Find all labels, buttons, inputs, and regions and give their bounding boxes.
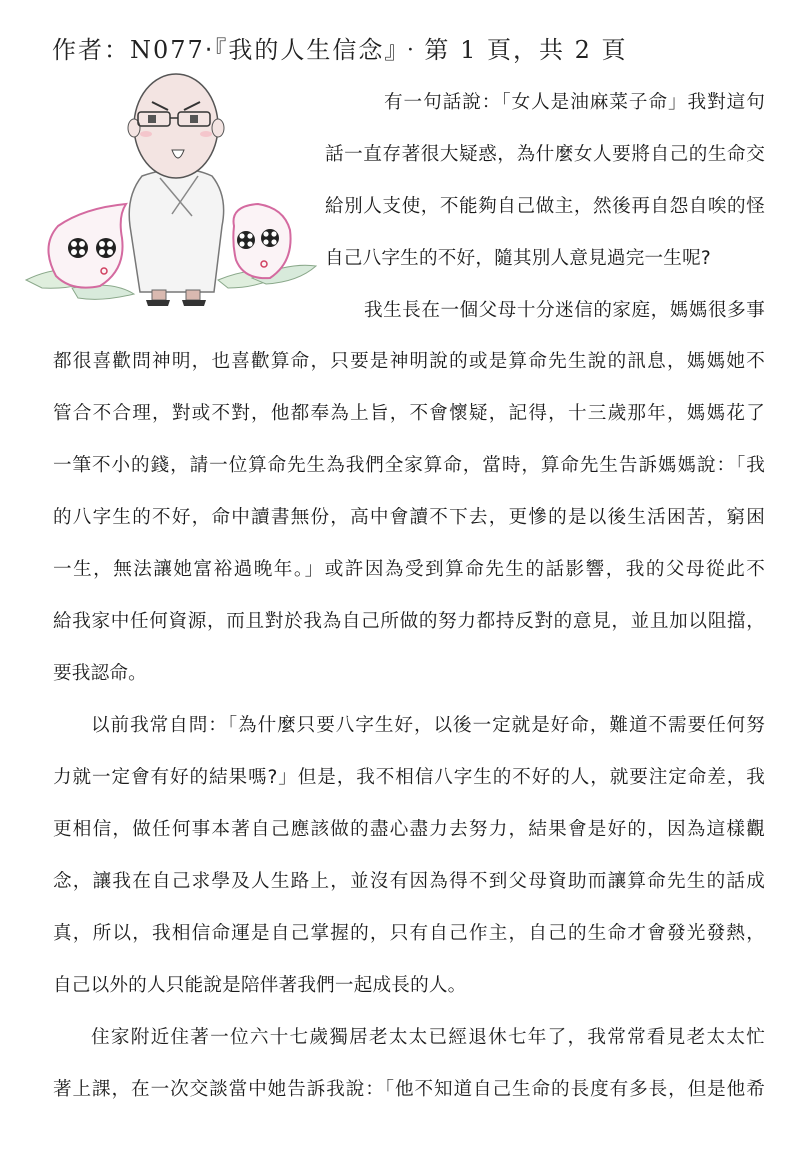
paragraph-line: 自己以外的人只能說是陪伴著我們一起成長的人。 <box>53 975 467 996</box>
paragraph-line: 著上課，在一次交談當中她告訴我說：「他不知道自己生命的長度有多長，但是他希 <box>53 1079 765 1100</box>
paragraph-line: 有一句話說：「女人是油麻菜子命」我對這句 <box>384 92 765 113</box>
paragraph-line: 念，讓我在自己求學及人生路上，並沒有因為得不到父母資助而讓算命先生的話成 <box>53 871 765 892</box>
paragraph-line: 要我認命。 <box>53 663 147 684</box>
paragraph-line: 給別人支使，不能夠自己做主，然後再自怨自唉的怪 <box>325 196 765 217</box>
paragraph-line: 一生，無法讓她富裕過晚年。」或許因為受到算命先生的話影響，我的父母從此不 <box>53 559 765 580</box>
paragraph-line: 更相信，做任何事本著自己應該做的盡心盡力去努力，結果會是好的，因為這樣觀 <box>53 819 765 840</box>
document-header-title: 作者：N077‧『我的人生信念』‧第 1 頁，共 2 頁 <box>52 36 628 64</box>
paragraph-line: 都很喜歡問神明，也喜歡算命，只要是神明說的或是算命先生說的訊息，媽媽她不 <box>53 351 765 372</box>
paragraph-line: 的八字生的不好，命中讀書無份，高中會讀不下去，更慘的是以後生活困苦，窮困 <box>53 507 765 528</box>
paragraph-line: 真，所以，我相信命運是自己掌握的，只有自己作主，自己的生命才會發光發熱， <box>53 923 765 944</box>
paragraph-line: 我生長在一個父母十分迷信的家庭，媽媽很多事 <box>364 300 765 321</box>
paragraph-line: 以前我常自問：「為什麼只要八字生好，以後一定就是好命，難道不需要任何努 <box>91 715 765 736</box>
paragraph-line: 管合不合理，對或不對，他都奉為上旨，不會懷疑，記得，十三歲那年，媽媽花了 <box>53 403 765 424</box>
drop-creature-right-icon <box>233 204 290 278</box>
paragraph-line: 住家附近住著一位六十七歲獨居老太太已經退休七年了，我常常看見老太太忙 <box>91 1027 765 1048</box>
monk-illustration <box>22 66 322 310</box>
paragraph-line: 給我家中任何資源，而且對於我為自己所做的努力都持反對的意見，並且加以阻擋， <box>53 611 765 632</box>
paragraph-line: 自己八字生的不好，隨其別人意見過完一生呢? <box>325 248 711 269</box>
paragraph-line: 話一直存著很大疑惑，為什麼女人要將自己的生命交 <box>325 144 765 165</box>
paragraph-line: 一筆不小的錢，請一位算命先生為我們全家算命，當時，算命先生告訴媽媽說：「我 <box>53 455 765 476</box>
paragraph-line: 力就一定會有好的結果嗎?」但是，我不相信八字生的不好的人，就要注定命差，我 <box>53 767 765 788</box>
monk-figure-icon <box>128 74 224 306</box>
drop-creature-left-icon <box>48 204 126 288</box>
